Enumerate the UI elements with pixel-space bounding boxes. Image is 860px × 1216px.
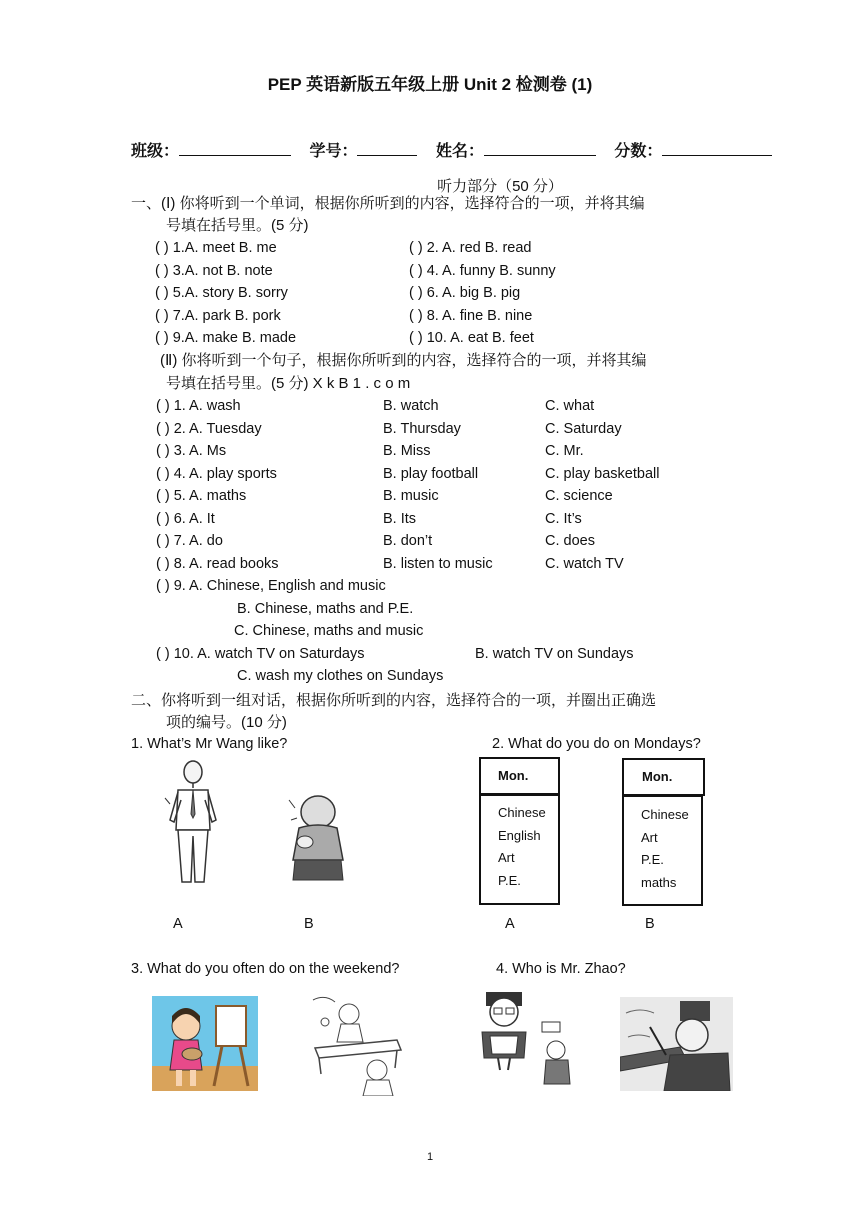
part1-question-left: ( ) 9.A. make B. made <box>155 330 297 346</box>
part2-question-option-b: B. play football <box>383 465 479 482</box>
part1-instruction-line1: 一、(Ⅰ) 你将听到一个单词，根据你所听到的内容，选择符合的一项，并将其编 <box>131 195 645 212</box>
page-title: PEP 英语新版五年级上册 Unit 2 检测卷 (1) <box>267 75 593 94</box>
part2-instruction-line2: 号填在括号里。(5 分) X k B 1 . c o m <box>166 375 411 392</box>
part2-question-option-a: ( ) 3. A. Ms <box>156 443 227 459</box>
part2-question-option-c: C. watch TV <box>545 555 624 572</box>
part2-question-option-c: C. science <box>545 488 613 504</box>
class-blank <box>179 141 291 156</box>
class-label: 班级： <box>131 143 180 160</box>
listening-section-title: 听力部分（50 分） <box>437 178 563 195</box>
part2-question-option-a: ( ) 8. A. read books <box>156 555 279 572</box>
part2-question-option-c: C. what <box>545 398 595 414</box>
box-a-item: Chinese <box>498 805 546 820</box>
box-a-subjects <box>498 802 546 892</box>
box-a-item: English <box>498 827 541 843</box>
part2-question-option-c: C. does <box>545 533 595 549</box>
part2-question-option-a: ( ) 7. A. do <box>156 533 223 549</box>
q1-label-b: B <box>304 916 314 932</box>
part3-instruction-line2: 项的编号。(10 分) <box>166 714 287 731</box>
part2-question-option-b: B. don’t <box>383 533 433 549</box>
tall-man-picture <box>162 758 224 890</box>
question-3: 3. What do you often do on the weekend? <box>131 961 400 977</box>
part2-question-option-b: B. Its <box>383 510 417 527</box>
part2-question-option-a: ( ) 6. A. It <box>156 510 215 527</box>
score-blank <box>662 141 772 156</box>
box-a-header <box>479 757 560 795</box>
box-b-header <box>622 758 705 796</box>
short-man-picture <box>285 790 351 882</box>
q9-option-b: B. Chinese, maths and P.E. <box>237 601 414 617</box>
box-a-body <box>479 794 560 905</box>
man-reading-picture <box>476 992 586 1088</box>
part2-question-option-c: C. Mr. <box>545 443 584 459</box>
q10-option-b: B. watch TV on Sundays <box>475 646 634 662</box>
part2-instruction-line1: (Ⅱ) 你将听到一个句子，根据你所听到的内容，选择符合的一项，并将其编 <box>160 352 647 369</box>
part2-question-option-b: B. watch <box>383 398 439 414</box>
part2-question-option-b: B. Thursday <box>383 420 461 437</box>
part2-question-option-b: B. music <box>383 488 439 504</box>
question-1: 1. What’s Mr Wang like? <box>131 736 288 752</box>
box-b-header-label: Mon. <box>642 769 673 784</box>
part1-question-left: ( ) 7.A. park B. pork <box>155 307 281 324</box>
box-b-body <box>622 795 703 906</box>
box-a-header-label: Mon. <box>498 768 529 783</box>
part2-question-option-a: ( ) 2. A. Tuesday <box>156 420 262 437</box>
part1-question-right: ( ) 2. A. red B. read <box>409 240 532 256</box>
part1-question-left: ( ) 3.A. not B. note <box>155 262 273 279</box>
box-a-item: Art <box>498 850 515 865</box>
box-b-subjects <box>641 804 689 894</box>
box-b-item: Chinese <box>641 807 689 822</box>
q10-option-a: ( ) 10. A. watch TV on Saturdays <box>156 646 365 662</box>
part2-question-option-c: C. It’s <box>545 510 582 527</box>
part2-question-option-c: C. play basketball <box>545 465 660 482</box>
number-blank <box>357 141 417 156</box>
part1-question-right: ( ) 8. A. fine B. nine <box>409 307 533 324</box>
question-2: 2. What do you do on Mondays? <box>492 736 701 752</box>
name-blank <box>484 141 596 156</box>
box-a-item: P.E. <box>498 872 521 888</box>
q9-option-a: ( ) 9. A. Chinese, English and music <box>156 578 386 594</box>
part1-question-left: ( ) 5.A. story B. sorry <box>155 285 288 301</box>
part1-question-right: ( ) 4. A. funny B. sunny <box>409 262 556 279</box>
score-label: 分数： <box>614 143 663 160</box>
box-b-item: Art <box>641 829 658 845</box>
number-label: 学号： <box>309 143 358 160</box>
question-4: 4. Who is Mr. Zhao? <box>496 961 626 977</box>
page-number: 1 <box>426 1151 434 1163</box>
name-label: 姓名： <box>435 143 484 160</box>
q10-option-c: C. wash my clothes on Sundays <box>237 668 444 684</box>
q2-label-a: A <box>505 916 515 932</box>
girl-painting-picture <box>152 996 258 1091</box>
teacher-pointing-picture <box>620 997 733 1091</box>
part1-question-left: ( ) 1.A. meet B. me <box>155 240 277 256</box>
part2-question-option-b: B. Miss <box>383 443 431 459</box>
part1-instruction-line2: 号填在括号里。(5 分) <box>166 217 309 234</box>
box-b-item: P.E. <box>641 852 664 867</box>
part3-instruction-line1: 二、你将听到一组对话，根据你所听到的内容，选择符合的一项，并圈出正确选 <box>131 692 657 709</box>
part2-question-option-a: ( ) 4. A. play sports <box>156 465 277 482</box>
box-b-item: maths <box>641 874 677 890</box>
q9-option-c: C. Chinese, maths and music <box>234 623 424 639</box>
part2-question-option-a: ( ) 5. A. maths <box>156 488 247 504</box>
part2-question-option-a: ( ) 1. A. wash <box>156 398 241 414</box>
part1-question-right: ( ) 6. A. big B. pig <box>409 285 521 301</box>
q2-label-b: B <box>645 916 655 932</box>
student-info-line <box>131 138 772 161</box>
part1-question-right: ( ) 10. A. eat B. feet <box>409 330 534 346</box>
part2-question-option-b: B. listen to music <box>383 555 493 572</box>
ping-pong-picture <box>305 992 407 1096</box>
q1-label-a: A <box>173 916 183 932</box>
part2-question-option-c: C. Saturday <box>545 420 622 437</box>
